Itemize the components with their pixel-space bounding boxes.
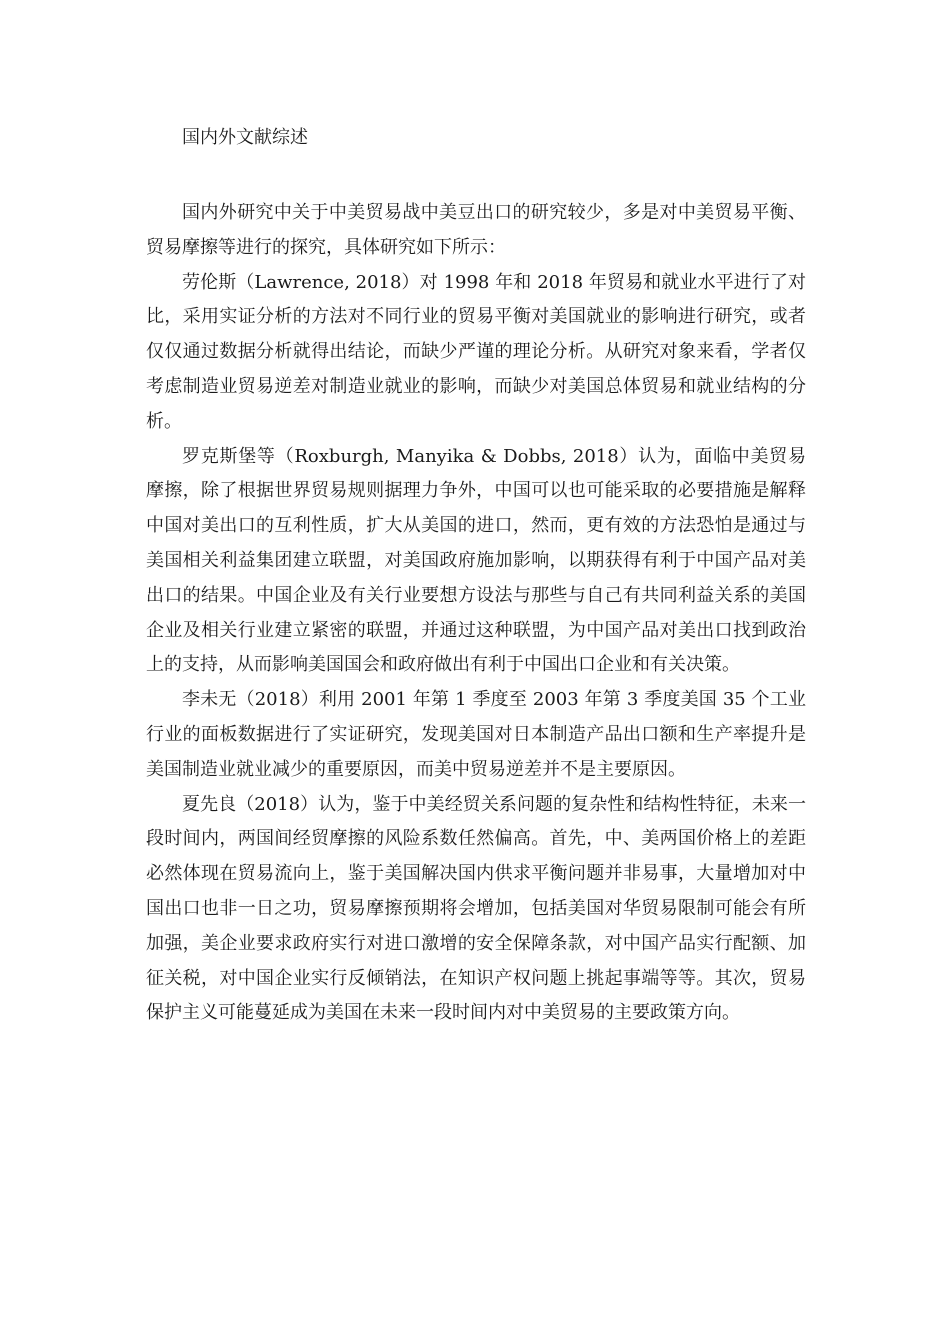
paragraph-li-weiwu: 李未无（2018）利用 2001 年第 1 季度至 2003 年第 3 季度美国 35 个工业行业的面板数据进行了实证研究，发现美国对日本制造产品出口额和生产率提升是美国制造业就业减少的重要原因，而美中贸易逆差并不是主要原因。 (146, 689, 806, 780)
paragraph-intro: 国内外研究中关于中美贸易战中美豆出口的研究较少，多是对中美贸易平衡、贸易摩擦等进行的探究，具体研究如下所示： (146, 202, 806, 258)
body-text (146, 196, 806, 1031)
paragraph-xia-xianliang: 夏先良（2018）认为，鉴于中美经贸关系问题的复杂性和结构性特征，未来一段时间内，两国间经贸摩擦的风险系数任然偏高。首先，中、美两国价格上的差距必然体现在贸易流向上，鉴于美国解决国内供求平衡问题并非易事，大量增加对中国出口也非一日之功，贸易摩擦预期将会增加，包括美国对华贸易限制可能会有所加强，美企业要求政府实行对进口激增的安全保障条款，对中国产品实行配额、加征关税，对中国企业实行反倾销法，在知识产权问题上挑起事端等等。其次，贸易保护主义可能蔓延成为美国在未来一段时间内对中美贸易的主要政策方向。 (146, 793, 806, 1024)
paragraph-roxburgh: 罗克斯堡等（Roxburgh, Manyika & Dobbs, 2018）认为，面临中美贸易摩擦，除了根据世界贸易规则据理力争外，中国可以也可能采取的必要措施是解释中国对美出口的互利性质，扩大从美国的进口，然而，更有效的方法恐怕是通过与美国相关利益集团建立联盟，对美国政府施加影响，以期获得有利于中国产品对美出口的结果。中国企业及有关行业要想方设法与那些与自己有共同利益关系的美国企业及相关行业建立紧密的联盟，并通过这种联盟，为中国产品对美出口找到政治上的支持，从而影响美国国会和政府做出有利于中国出口企业和有关决策。 (146, 445, 806, 676)
section-heading: 国内外文献综述 (182, 127, 308, 148)
paragraph-lawrence: 劳伦斯（Lawrence, 2018）对 1998 年和 2018 年贸易和就业水平进行了对比，采用实证分析的方法对不同行业的贸易平衡对美国就业的影响进行研究，或者仅仅通过数据分析就得出结论，而缺少严谨的理论分析。从研究对象来看，学者仅考虑制造业贸易逆差对制造业就业的影响，而缺少对美国总体贸易和就业结构的分析。 (146, 271, 806, 432)
